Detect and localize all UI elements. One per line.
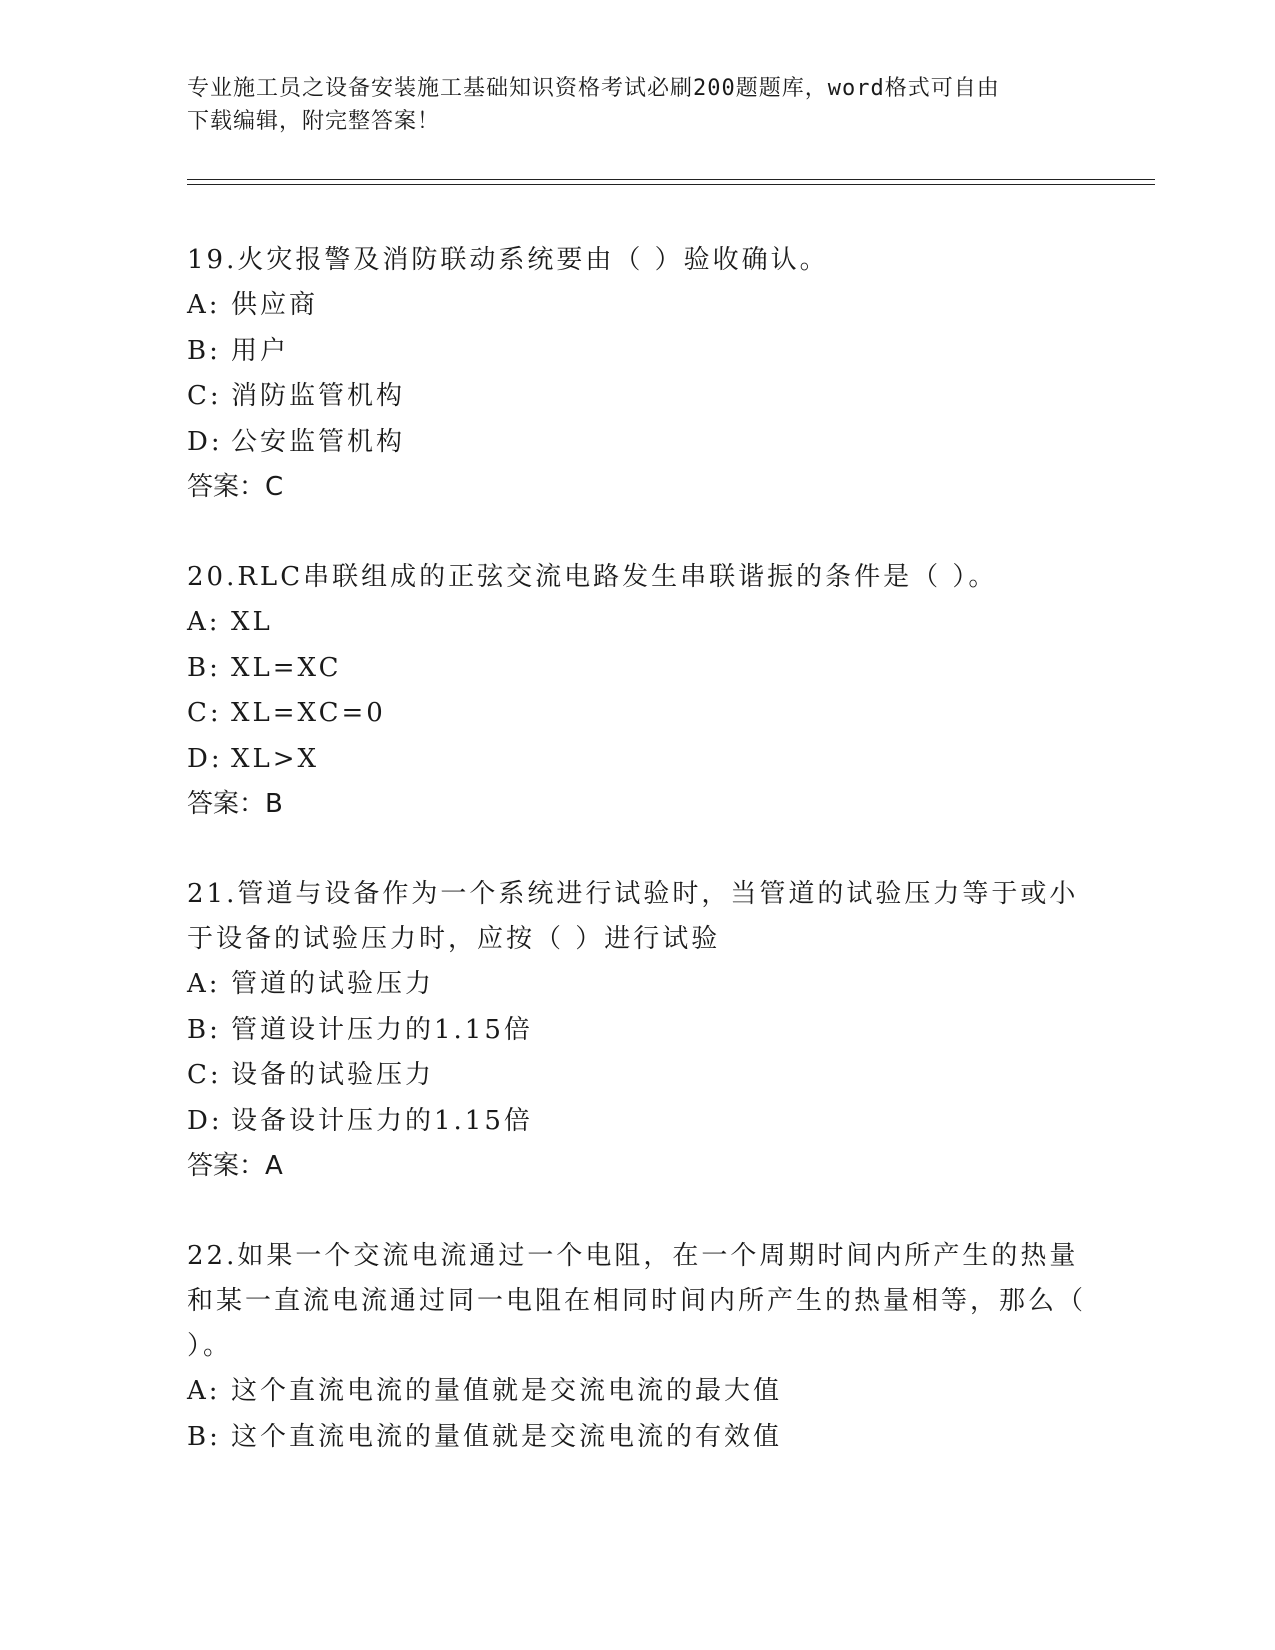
- option-c: [187, 691, 1087, 737]
- option-text: 用户: [231, 335, 290, 366]
- option-text: 公安监管机构: [231, 426, 406, 457]
- option-c: [187, 374, 1087, 420]
- answer: 答案：A: [187, 1151, 283, 1181]
- option-text: 设备的试验压力: [231, 1060, 435, 1090]
- option-text: 管道设计压力的1.15倍: [231, 1014, 533, 1045]
- option-text: 这个直流电流的量值就是交流电流的有效值: [231, 1421, 783, 1452]
- option-letter: A:: [187, 969, 221, 999]
- option-letter: D:: [187, 743, 223, 774]
- answer: 答案：B: [187, 789, 283, 819]
- question-text: 21.管道与设备作为一个系统进行试验时，当管道的试验压力等于或小于设备的试验压力时，应按（ ）进行试验: [187, 879, 1079, 954]
- question-text: 19.火灾报警及消防联动系统要由（ ）验收确认。: [187, 245, 829, 275]
- option-text: XL=XC: [231, 652, 342, 683]
- option-text: XL: [231, 607, 273, 637]
- option-b: [187, 1008, 1087, 1054]
- option-letter: A:: [187, 607, 221, 637]
- option-text: 供应商: [231, 290, 319, 320]
- option-d: [187, 420, 1087, 466]
- question-21: [187, 872, 1087, 1189]
- option-d: [187, 737, 1087, 783]
- header-line-1: 专业施工员之设备安装施工基础知识资格考试必刷200题题库，word格式可自由: [187, 76, 1000, 101]
- option-letter: A:: [187, 1376, 221, 1406]
- option-text: 管道的试验压力: [231, 969, 435, 999]
- option-letter: D:: [187, 426, 223, 457]
- document-header: [187, 72, 1067, 138]
- option-a: [187, 1369, 1087, 1415]
- option-letter: C:: [187, 381, 222, 411]
- header-divider-bottom: [187, 184, 1155, 185]
- option-a: [187, 600, 1087, 646]
- option-d: [187, 1099, 1087, 1145]
- option-letter: A:: [187, 290, 221, 320]
- header-divider-top: [187, 179, 1155, 180]
- option-letter: B:: [187, 1421, 221, 1452]
- option-b: [187, 646, 1087, 692]
- option-text: 消防监管机构: [231, 381, 406, 411]
- question-text: 22.如果一个交流电流通过一个电阻，在一个周期时间内所产生的热量和某一直流电流通过同一电阻在相同时间内所产生的热量相等，那么（ ）。: [187, 1241, 1087, 1361]
- question-20: [187, 555, 1087, 827]
- option-letter: C:: [187, 698, 222, 728]
- option-letter: B:: [187, 335, 221, 366]
- option-a: [187, 962, 1087, 1008]
- option-a: [187, 283, 1087, 329]
- option-c: [187, 1053, 1087, 1099]
- option-text: XL>X: [231, 743, 320, 774]
- option-b: [187, 329, 1087, 375]
- option-letter: D:: [187, 1105, 223, 1136]
- answer: 答案：C: [187, 472, 284, 502]
- header-line-2: 下载编辑，附完整答案！: [187, 109, 441, 134]
- option-letter: C:: [187, 1060, 222, 1090]
- question-22: [187, 1234, 1087, 1460]
- option-text: 这个直流电流的量值就是交流电流的最大值: [231, 1376, 783, 1406]
- question-list: [187, 238, 1087, 1505]
- option-letter: B:: [187, 1014, 221, 1045]
- option-b: [187, 1415, 1087, 1461]
- question-text: 20.RLC串联组成的正弦交流电路发生串联谐振的条件是（ ）。: [187, 562, 998, 592]
- question-19: [187, 238, 1087, 510]
- option-text: 设备设计压力的1.15倍: [231, 1105, 533, 1136]
- option-letter: B:: [187, 652, 221, 683]
- option-text: XL=XC=0: [231, 698, 386, 728]
